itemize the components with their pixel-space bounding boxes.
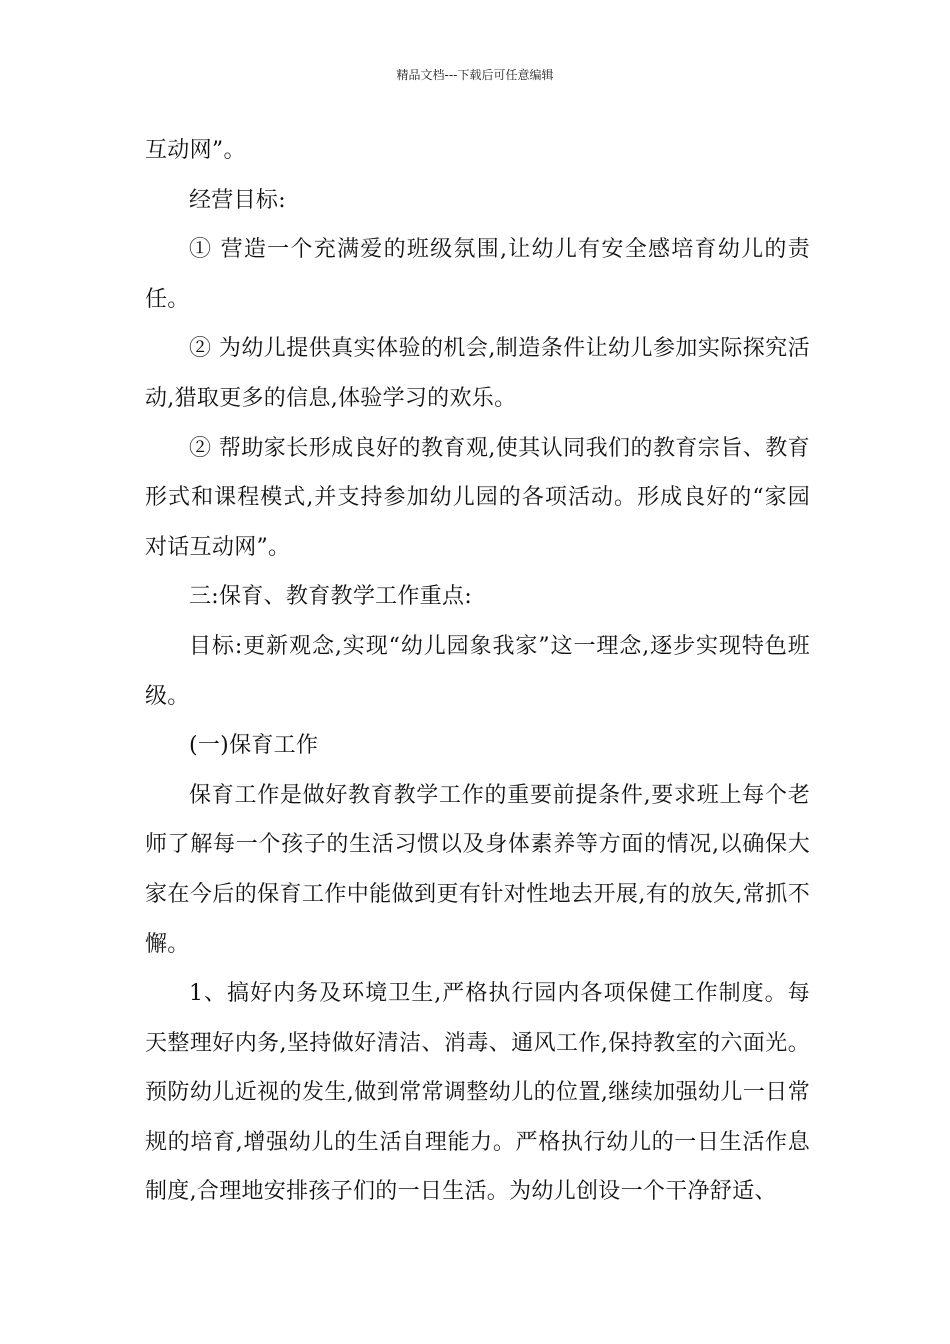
paragraph-target: 目标:更新观念,实现“幼儿园象我家”这一理念,逐步实现特色班级。 [145, 633, 810, 709]
paragraph-goal-3: ② 帮助家长形成良好的教育观,使其认同我们的教育宗旨、教育形式和课程模式,并支持参加幼儿园的各项活动。形成良好的“家园对话互动网”。 [145, 435, 810, 560]
paragraph-goal-2: ② 为幼儿提供真实体验的机会,制造条件让幼儿参加实际探究活动,猎取更多的信息,体验学习的欢乐。 [145, 336, 810, 411]
paragraph-childcare-heading: (一)保育工作 [189, 733, 319, 759]
paragraph-item-1: 1、搞好内务及环境卫生,严格执行园内各项保健工作制度。每天整理好内务,坚持做好清洁、消毒、通风工作,保持教室的六面光。预防幼儿近视的发生,做到常常调整幼儿的位置,继续加强幼儿一日常规的培育,增强幼儿的生活自理能力。严格执行幼儿的一日生活作息制度,合理地安排孩子们的一日生活。为幼儿创设一个干净舒适、 [145, 981, 810, 1205]
paragraph-goal-1: ① 营造一个充满爱的班级氛围,让幼儿有安全感培育幼儿的责任。 [145, 237, 810, 312]
paragraph-continuation: 互动网”。 [145, 138, 246, 163]
paragraph-business-goals-heading: 经营目标: [189, 187, 286, 213]
paragraph-childcare-intro: 保育工作是做好教育教学工作的重要前提条件,要求班上每个老师了解每一个孩子的生活习惯以及身体素养等方面的情况,以确保大家在今后的保育工作中能做到更有针对性地去开展,有的放矢,常抓不懈。 [145, 782, 810, 957]
paragraph-section-3-heading: 三:保育、教育教学工作重点: [189, 584, 473, 610]
page-header: 精品文档---下载后可任意编辑 [396, 68, 554, 82]
document-body [145, 126, 810, 1217]
